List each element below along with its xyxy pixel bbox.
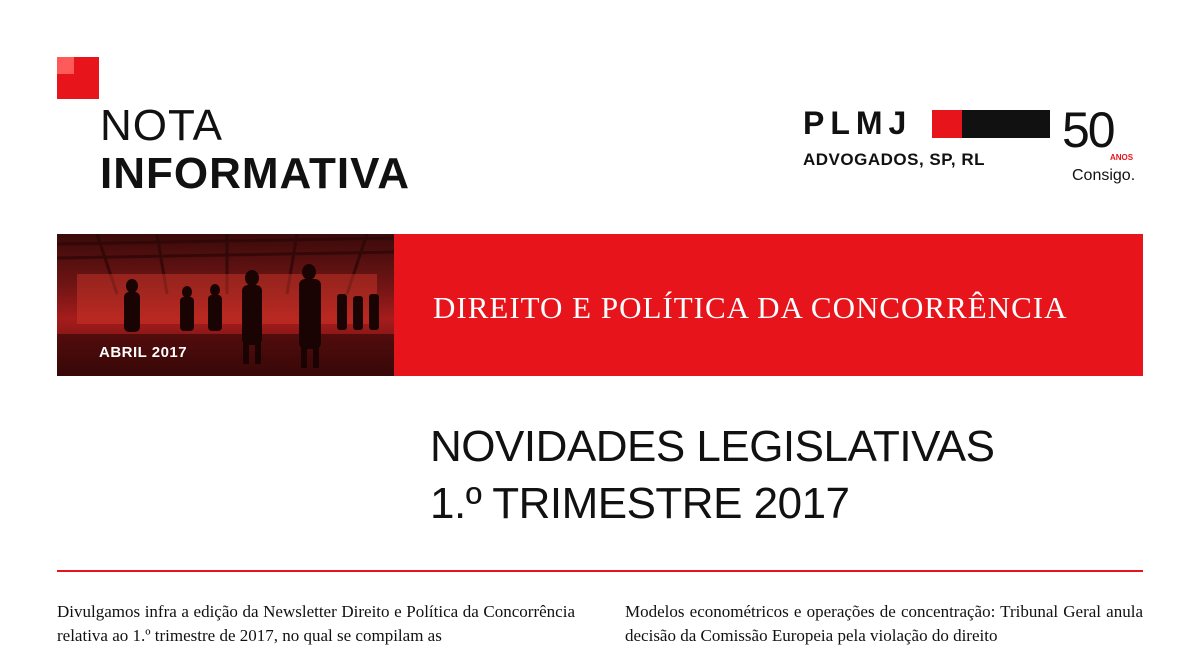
logo-wordmark: PLMJ	[803, 105, 913, 141]
banner-photo	[57, 234, 394, 376]
anniversary-word: ANOS	[1110, 153, 1134, 162]
headline-line2: 1.º TRIMESTRE 2017	[430, 479, 850, 529]
document-type-line2: INFORMATIVA	[100, 149, 410, 198]
section-title: DIREITO E POLÍTICA DA CONCORRÊNCIA	[433, 290, 1068, 325]
body-column-left: Divulgamos infra a edição da Newsletter Direito e Política da Concorrência relativa ao 1.º trimestre de 2017, no qual se compilam as	[57, 602, 575, 645]
logo-subtitle: ADVOGADOS, SP, RL	[803, 150, 985, 169]
section-divider	[57, 570, 1143, 572]
logo-tagline: Consigo.	[1072, 167, 1136, 184]
issue-date: ABRIL 2017	[99, 344, 188, 361]
body-column-right: Modelos econométricos e operações de concentração: Tribunal Geral anula decisão da Comissão Europeia pela violação do direito	[625, 602, 1143, 645]
anniversary-number: 50	[1062, 102, 1114, 158]
logo-bar-accent	[932, 110, 962, 138]
brand-square-highlight	[57, 57, 74, 74]
section-banner	[57, 234, 1143, 376]
headline-line1: NOVIDADES LEGISLATIVAS	[430, 422, 995, 471]
headline	[430, 418, 994, 532]
document-type-line1: NOTA	[100, 101, 223, 150]
